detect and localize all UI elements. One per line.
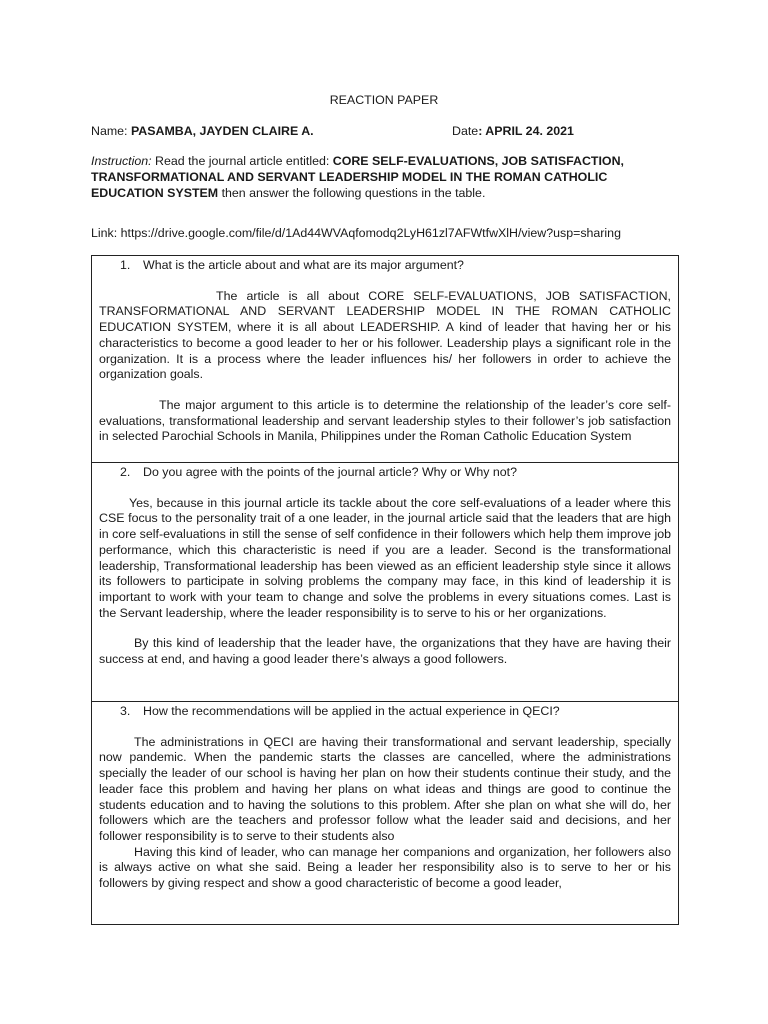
article-title: CORE SELF-EVALUATIONS, JOB SATISFACTION, TRANSFORMATIONAL AND SERVANT LEADERSHIP MODEL IN THE ROMAN CATHOLIC EDUCATION SYSTEM (91, 154, 624, 201)
answer-2-paragraph-2: By this kind of leadership that the leader have, the organizations that they have are having their success at end, and having a good leader there’s always a good followers. (99, 636, 671, 667)
question-cell-1 (92, 256, 679, 463)
question-1: 1. What is the article about and what are its major argument? (120, 258, 464, 272)
question-1-text: What is the article about and what are its major argument? (143, 258, 464, 272)
answer-3-paragraph-1: The administrations in QECI are having their transformational and servant leadership, specially now pandemic. When the pandemic starts the classes are cancelled, where the administrations specially the leader of our school is having her plan on how their students continue their study, and the leader face this problem and having her plans on what ideas and things are good to continue the students education and to having the solutions to this problem. After she plan on what she will do, her followers which are the teachers and professor follow what the leader said and decisions, and her follower responsibility is to serve to their students also (99, 734, 671, 843)
question-cell-2 (92, 463, 679, 702)
table-row (92, 463, 679, 702)
date-label: Date (452, 124, 479, 138)
instruction-text (91, 153, 681, 202)
student-name: PASAMBA, JAYDEN CLAIRE A. (130, 124, 314, 138)
question-3: 3. How the recommendations will be applied in the actual experience in QECI? (120, 704, 560, 718)
name-label: Name: (91, 124, 131, 138)
answer-3-paragraph-2: Having this kind of leader, who can manage her companions and organization, her followers also is always active on what she said. Being a leader her responsibility also is to serve to her or his followers by giving respect and show a good characteristic of become a good leader, (99, 844, 671, 891)
answer-2-paragraph-1: Yes, because in this journal article its tackle about the core self-evaluations of a leader where this CSE focus to the personality trait of a one leader, in the journal article said that the leaders that are high in core self-evaluations in still the sense of self confidence in their followers which help them improve job performance, which this characteristic is need if you are a leader. Second is the transformational leadership, Transformational leadership has been viewed as an efficient leadership style since it allows its followers to participate in solving problems the company may face, in this kind of leadership it is important to work with your team to change and solve the problems in every situations comes. Last is the Servant leadership, where the leader responsibility is to serve to his or her organizations. (99, 495, 671, 620)
instruction-post: then answer the following questions in the table. (218, 186, 486, 201)
article-link[interactable]: Link: https://drive.google.com/file/d/1Ad44WVAqfomodq2LyH61zl7AFWtfwXlH/view?usp=sharing (91, 226, 621, 240)
answer-1-paragraph-2: The major argument to this article is to determine the relationship of the leader’s core self-evaluations, transformational leadership and servant leadership styles to their follower’s job satisfaction in selected Parochial Schools in Manila, Philippines under the Roman Catholic Education System (99, 397, 671, 444)
document-title: REACTION PAPER (329, 93, 439, 107)
instruction-label: Instruction: (91, 154, 152, 168)
question-2: 2. Do you agree with the points of the journal article? Why or Why not? (120, 465, 517, 479)
question-3-text: How the recommendations will be applied in the actual experience in QECI? (143, 704, 560, 718)
table-row (92, 256, 679, 463)
date-value: : APRIL 24. 2021 (478, 124, 574, 138)
answer-1-paragraph-1: The article is all about CORE SELF-EVALUATIONS, JOB SATISFACTION, TRANSFORMATIONAL AND SERVANT LEADERSHIP MODEL IN THE ROMAN CATHOLIC EDUCATION SYSTEM, where it is all about LEADERSHIP. A kind of leader that having her or his characteristics to become a good leader to her or his follower. Leadership plays a significant role in the organization. It is a process where the leader influences his/ her followers in order to achieve the organization goals. (99, 288, 671, 382)
name-line (91, 124, 314, 138)
instruction-pre: Read the journal article entitled: (151, 154, 333, 168)
question-2-text: Do you agree with the points of the journal article? Why or Why not? (143, 465, 517, 479)
table-row (92, 702, 679, 925)
question-table (91, 255, 679, 925)
question-cell-3 (92, 702, 679, 925)
date-line (452, 124, 574, 138)
